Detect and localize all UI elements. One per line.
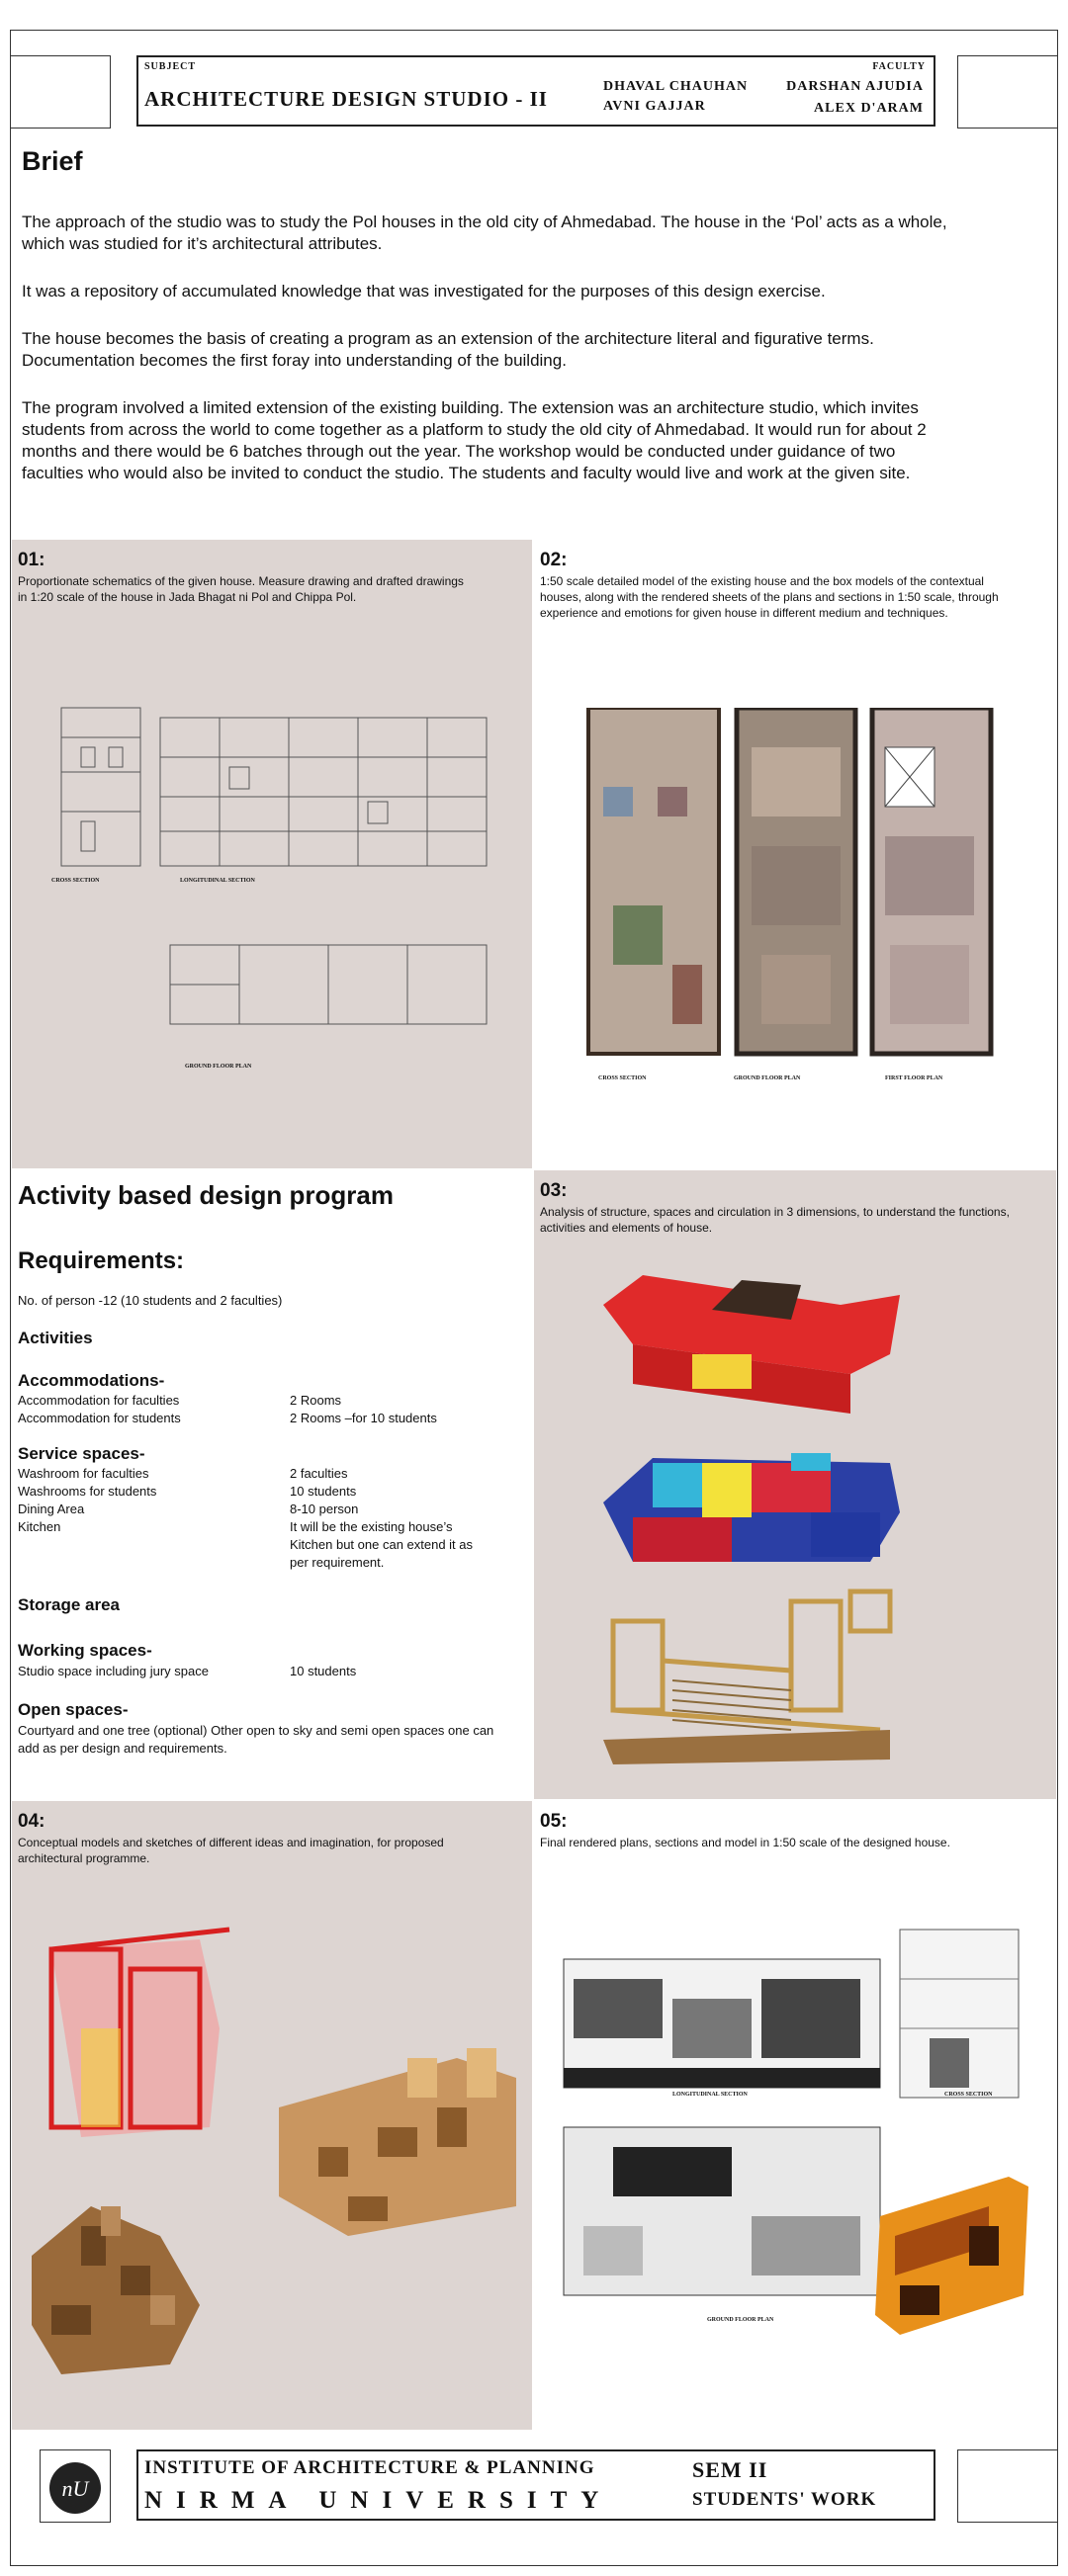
requirements-heading: Requirements: xyxy=(18,1247,185,1274)
activity-program xyxy=(12,1170,532,1799)
rendered-longitudinal-section xyxy=(564,1959,880,2088)
analysis-models xyxy=(593,1265,1019,1779)
orange-final-model xyxy=(875,2177,1028,2335)
faculty-name: DHAVAL CHAUHAN xyxy=(603,79,749,94)
brief-paragraph: It was a repository of accumulated knowledge that was investigated for the purposes of this design exercise. xyxy=(22,282,826,301)
list-item: Washrooms for students 10 students xyxy=(18,1484,357,1499)
persons-count: No. of person -12 (10 students and 2 faculties) xyxy=(18,1293,283,1308)
drawing-label: GROUND FLOOR PLAN xyxy=(734,1075,801,1081)
panel-number: 03: xyxy=(540,1180,568,1201)
program-heading: Activity based design program xyxy=(18,1180,394,1210)
service-list xyxy=(18,1465,522,1572)
brief-paragraph: The program involved a limited extension of the existing building. The extension was an architecture studio, which invites students from across the world to come together as a platform to study the old city of Ahmedabad. It would run for about 2 months and there would be 6 batches through out the year. The workshop would be conducted under guidance of two faculties who would also be invited to conduct the studio. The students and faculty would live and work at the given site. xyxy=(22,398,927,482)
drawing-label: FIRST FLOOR PLAN xyxy=(885,1075,943,1081)
panel-number: 02: xyxy=(540,550,568,570)
panel-number: 04: xyxy=(18,1811,45,1832)
rendered-cross-section xyxy=(900,1930,1019,2098)
list-item: Accommodation for students 2 Rooms –for 10 students xyxy=(18,1411,437,1425)
footer-block xyxy=(136,2449,935,2521)
panel-04 xyxy=(12,1801,532,2430)
open-heading: Open spaces- xyxy=(18,1700,129,1719)
students-work: STUDENTS' WORK xyxy=(692,2489,877,2510)
university-name: NIRMA UNIVERSITY xyxy=(144,2487,613,2514)
drawing-label: LONGITUDINAL SECTION xyxy=(180,878,255,884)
panel-description: Proportionate schematics of the given house. Measure drawing and drafted drawings in 1:20 scale of the house in Jada Bhagat ni Pol and Chippa Pol. xyxy=(18,574,464,604)
nirma-logo xyxy=(41,2450,110,2522)
panel-number: 05: xyxy=(540,1811,568,1832)
panel-number: 01: xyxy=(18,550,45,570)
semester: SEM II xyxy=(692,2457,768,2482)
panel-02 xyxy=(534,540,1056,1168)
panel-03 xyxy=(534,1170,1056,1799)
list-item: Washroom for faculties 2 faculties xyxy=(18,1466,348,1481)
panel-description: 1:50 scale detailed model of the existing house and the box models of the contextual houses, along with the rendered sheets of the plans and sections in 1:50 scale, through experience and emotions for given house in different medium and techniques. xyxy=(540,574,999,620)
measured-drawings xyxy=(32,698,526,1113)
final-drawings xyxy=(554,1920,1048,2374)
brief-paragraph: The approach of the studio was to study the Pol houses in the old city of Ahmedabad. The house in the ‘Pol’ acts as a whole, which was studied for it’s architectural attributes. xyxy=(22,213,947,253)
drawing-label: CROSS SECTION xyxy=(944,2092,993,2098)
list-item: Dining Area 8-10 person xyxy=(18,1502,359,1516)
faculty-label: FACULTY xyxy=(872,61,926,72)
storage-heading: Storage area xyxy=(18,1595,120,1614)
faculty-name: DARSHAN AJUDIA xyxy=(786,79,924,94)
panel-description: Conceptual models and sketches of different ideas and imagination, for proposed architectural programme. xyxy=(18,1836,444,1865)
subject-label: SUBJECT xyxy=(144,61,197,72)
activities-heading: Activities xyxy=(18,1329,93,1347)
title-block xyxy=(136,55,935,127)
drawing-label: CROSS SECTION xyxy=(598,1075,647,1081)
working-list xyxy=(18,1663,522,1680)
wood-block-model-left xyxy=(32,2206,200,2374)
brief-paragraph: The house becomes the basis of creating a program as an extension of the architecture literal and figurative terms. Documentation becomes the first foray into understanding of the building. xyxy=(22,329,874,370)
accommodations-list xyxy=(18,1392,522,1427)
service-heading: Service spaces- xyxy=(18,1444,145,1463)
drawing-label: GROUND FLOOR PLAN xyxy=(185,1064,252,1070)
drawing-label: LONGITUDINAL SECTION xyxy=(672,2092,748,2098)
panel-description: Final rendered plans, sections and model in 1:50 scale of the designed house. xyxy=(540,1836,950,1849)
faculty-name: AVNI GAJJAR xyxy=(603,99,706,114)
logo-box xyxy=(40,2449,111,2523)
accommodations-heading: Accommodations- xyxy=(18,1371,165,1390)
wooden-frame-model xyxy=(613,1591,890,1730)
faculty-name: ALEX D'ARAM xyxy=(814,101,924,116)
cross-section-drawing xyxy=(61,708,140,866)
panel-description: Analysis of structure, spaces and circulation in 3 dimensions, to understand the functions, activities and elements of house. xyxy=(540,1205,1010,1235)
rendered-ground-floor-plan xyxy=(564,2127,880,2295)
conceptual-models xyxy=(22,1910,526,2404)
longitudinal-section-drawing xyxy=(160,718,487,866)
institute-name: INSTITUTE OF ARCHITECTURE & PLANNING xyxy=(144,2457,595,2478)
header-left-box xyxy=(10,55,111,129)
header-right-box xyxy=(957,55,1058,129)
panel-01 xyxy=(12,540,532,1168)
footer-right-box xyxy=(957,2449,1058,2523)
subject-title: ARCHITECTURE DESIGN STUDIO - II xyxy=(144,87,548,111)
drawing-label: GROUND FLOOR PLAN xyxy=(707,2317,774,2323)
colour-block-model xyxy=(603,1453,900,1562)
red-box-model xyxy=(603,1275,900,1414)
list-item: Kitchen It will be the existing house’s Kitchen but one can extend it as per requirement. xyxy=(18,1519,474,1570)
red-frame-model xyxy=(51,1930,229,2137)
list-item: Studio space including jury space 10 students xyxy=(18,1664,357,1678)
list-item: Accommodation for faculties 2 Rooms xyxy=(18,1393,342,1408)
open-text: Courtyard and one tree (optional) Other open to sky and semi open spaces one can add as per design and requirements. xyxy=(18,1723,494,1756)
wood-block-model-right xyxy=(279,2048,516,2236)
working-heading: Working spaces- xyxy=(18,1641,152,1660)
brief-heading: Brief xyxy=(22,146,83,176)
svg-text:nU: nU xyxy=(61,2476,89,2501)
panel-05 xyxy=(534,1801,1056,2430)
drawing-label: CROSS SECTION xyxy=(51,878,100,884)
rendered-sheets xyxy=(583,708,1019,1083)
brief-text xyxy=(22,212,951,510)
